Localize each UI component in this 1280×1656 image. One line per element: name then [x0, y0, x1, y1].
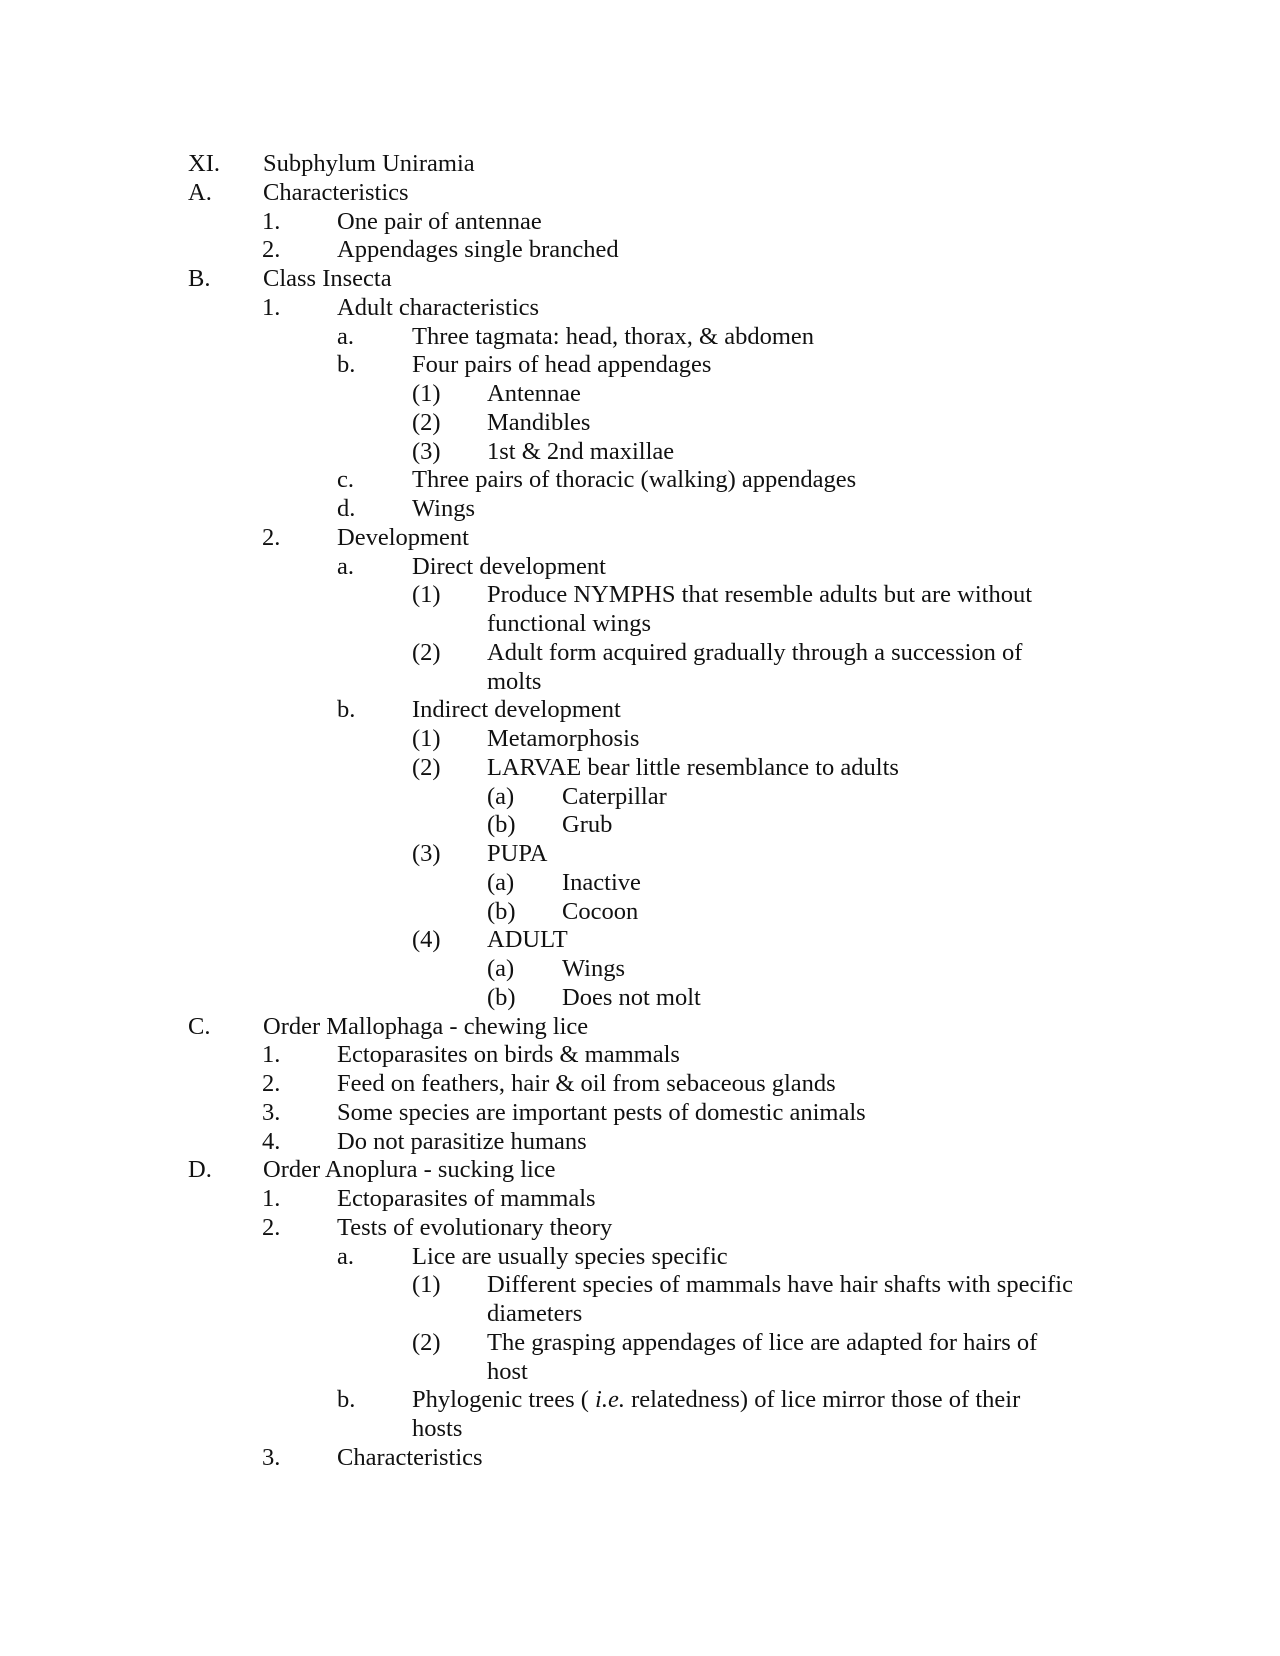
outline-marker: 1. [262, 1041, 281, 1069]
outline-marker: b. [337, 696, 356, 724]
outline-text: Antennae [487, 380, 581, 407]
outline-marker: d. [337, 495, 356, 522]
outline-text: Lice are usually species specific [412, 1242, 728, 1270]
outline-marker: a. [337, 1242, 354, 1270]
outline-text: Characteristics [337, 1443, 483, 1471]
outline-text: Characteristics [263, 178, 409, 206]
outline-marker: 2. [262, 1213, 281, 1241]
outline-marker: a. [337, 322, 354, 350]
outline-marker: b. [337, 351, 356, 379]
outline-text: LARVAE bear little resemblance to adults [487, 753, 899, 781]
outline-text: Grub [562, 811, 613, 839]
outline-marker: (a) [487, 868, 515, 896]
outline-text: The grasping appendages of lice are adapted for hairs of [487, 1328, 1038, 1356]
outline-marker: 1. [262, 293, 281, 321]
outline-marker: B. [188, 265, 211, 292]
outline-text: Direct development [412, 552, 606, 580]
outline-text: Ectoparasites of mammals [337, 1185, 596, 1212]
outline-text: Phylogenic trees ( i.e. relatedness) of lice mirror those of their [412, 1386, 1021, 1414]
outline-marker: 2. [262, 523, 281, 551]
outline-text: Metamorphosis [487, 725, 640, 752]
outline-text: Different species of mammals have hair shafts with specific [487, 1271, 1073, 1299]
outline-marker: (2) [412, 408, 441, 436]
outline-marker: A. [188, 178, 212, 206]
outline-text: Wings [562, 955, 625, 982]
outline-marker: (2) [412, 1328, 441, 1356]
outline-text: Cocoon [562, 897, 639, 925]
outline-text: Does not molt [562, 983, 701, 1011]
outline-marker: 1. [262, 207, 281, 235]
outline-marker: 3. [262, 1098, 281, 1126]
outline-marker: (2) [412, 753, 441, 781]
outline-marker: (3) [412, 840, 441, 867]
outline-marker: (b) [487, 983, 516, 1011]
outline-text: functional wings [487, 610, 651, 637]
outline-marker: (a) [487, 782, 515, 810]
outline-marker: (b) [487, 811, 516, 839]
outline-text: hosts [412, 1415, 463, 1442]
outline-marker: (1) [412, 380, 441, 407]
outline-text: Development [337, 523, 469, 551]
outline-text: molts [487, 667, 542, 695]
outline-text: Wings [412, 495, 475, 522]
italic-abbreviation: i.e. [595, 1386, 625, 1414]
outline-marker: 1. [262, 1185, 281, 1212]
outline-text: Adult characteristics [337, 293, 540, 321]
outline-text: Inactive [562, 868, 641, 896]
outline-text: Order Mallophaga - chewing lice [263, 1012, 589, 1040]
outline-marker: b. [337, 1386, 356, 1414]
outline-text: Do not parasitize humans [337, 1127, 587, 1155]
outline-marker: (1) [412, 1271, 441, 1299]
outline-marker: 4. [262, 1127, 281, 1155]
outline-text: host [487, 1357, 528, 1385]
outline-marker: (4) [412, 926, 441, 954]
outline-marker: 2. [262, 1070, 281, 1097]
outline-text: Ectoparasites on birds & mammals [337, 1041, 680, 1069]
outline-text: Feed on feathers, hair & oil from sebaceous glands [337, 1070, 836, 1097]
outline-text: Adult form acquired gradually through a succession of [487, 638, 1023, 666]
outline-marker: (2) [412, 638, 441, 666]
outline-marker: 3. [262, 1443, 281, 1471]
outline-text: Caterpillar [562, 782, 667, 810]
outline-marker: C. [188, 1012, 211, 1040]
outline-text: Indirect development [412, 696, 621, 724]
outline-text: Some species are important pests of domestic animals [337, 1098, 866, 1126]
outline-text: Three pairs of thoracic (walking) appendages [412, 466, 857, 494]
outline-marker: c. [337, 466, 354, 494]
outline-text: 1st & 2nd maxillae [487, 437, 675, 465]
outline-text: Mandibles [487, 408, 591, 436]
outline-text: Produce NYMPHS that resemble adults but are without [487, 581, 1033, 609]
outline-text: Class Insecta [263, 265, 392, 292]
outline-text: One pair of antennae [337, 207, 542, 235]
outline-marker: XI. [188, 150, 220, 177]
outline-text: ADULT [487, 926, 568, 954]
outline-marker: (1) [412, 725, 441, 752]
outline-text: Order Anoplura - sucking lice [263, 1156, 556, 1184]
outline-marker: a. [337, 552, 354, 580]
outline-marker: 2. [262, 236, 281, 264]
outline-text: PUPA [487, 840, 548, 867]
outline-text: Four pairs of head appendages [412, 351, 712, 379]
outline-text: Appendages single branched [337, 236, 619, 264]
outline-marker: D. [188, 1156, 212, 1184]
outline-text: diameters [487, 1300, 583, 1327]
outline-marker: (b) [487, 897, 516, 925]
outline-marker: (1) [412, 581, 441, 609]
outline-marker: (3) [412, 437, 441, 465]
outline-text: Three tagmata: head, thorax, & abdomen [412, 322, 815, 350]
outline-marker: (a) [487, 955, 515, 982]
outline-text: Tests of evolutionary theory [337, 1213, 613, 1241]
outline-text: Subphylum Uniramia [263, 150, 475, 177]
